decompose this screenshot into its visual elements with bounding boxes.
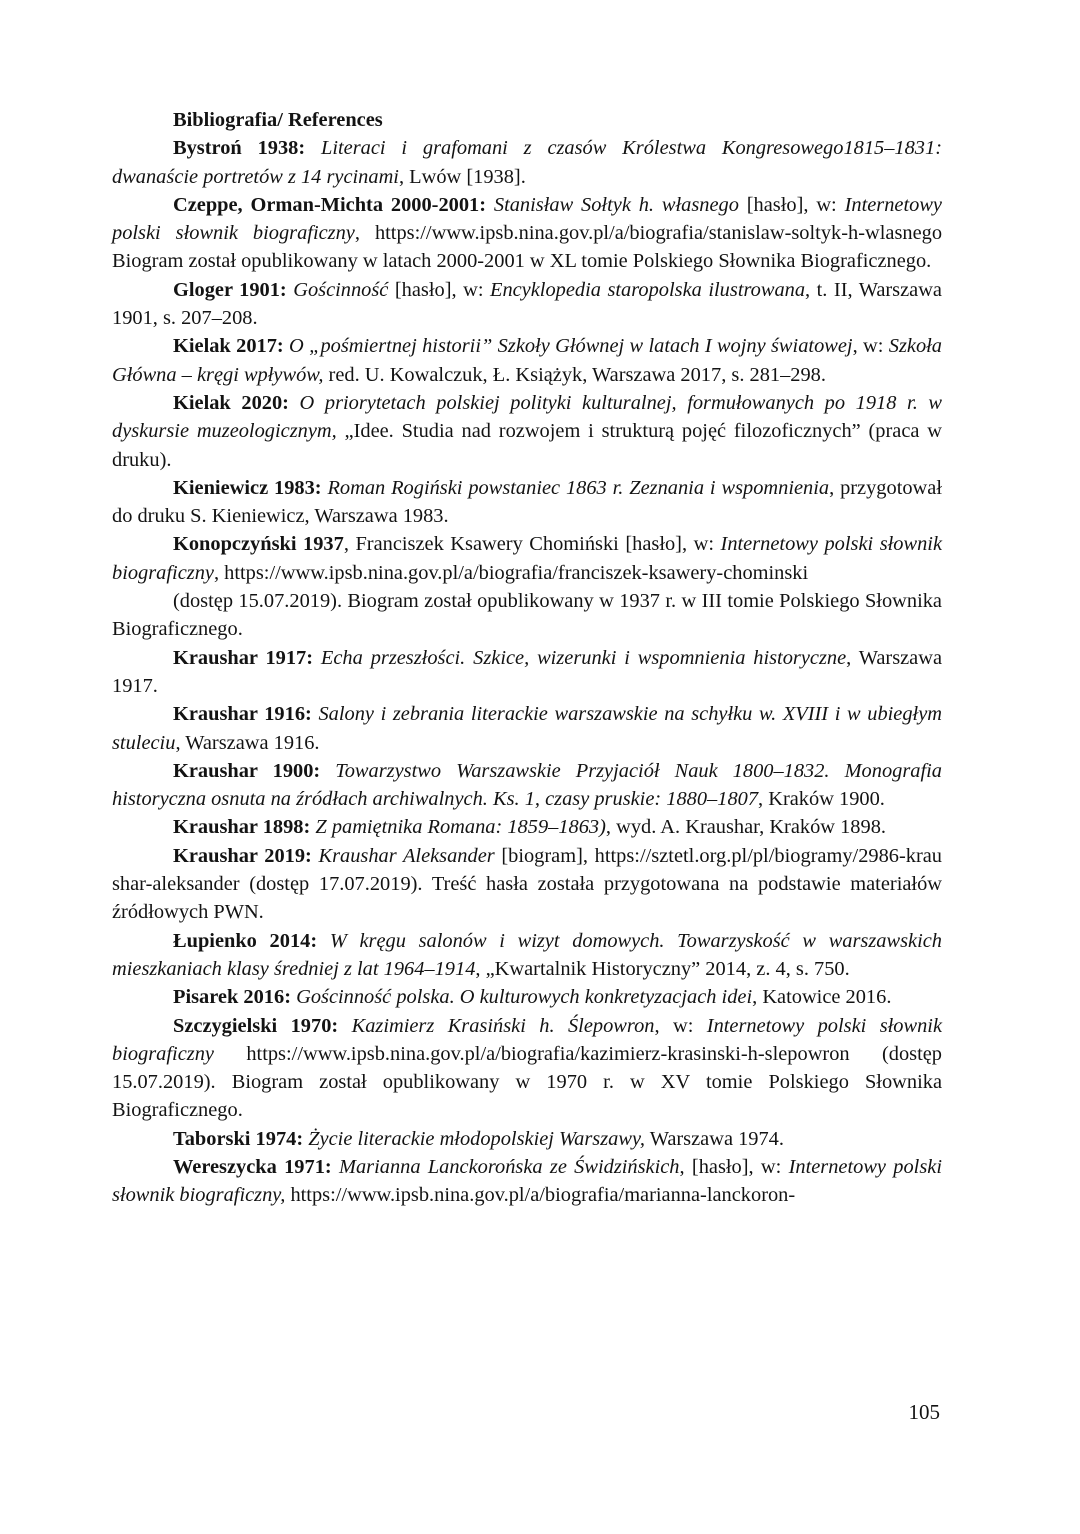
entry-segment-italic: Z pamiętnika Romana: 1859–1863)	[315, 816, 606, 839]
entry-segment-url: https://sztetl.org.pl/pl/biogramy/2986-kraushar-aleksander	[112, 844, 942, 896]
entry-segment-bold: Kraushar 1900:	[173, 759, 336, 782]
bibliography-list	[112, 134, 942, 1209]
entry-segment-bold: Taborski 1974:	[173, 1127, 309, 1150]
bibliography-entry	[112, 276, 942, 333]
entry-segment-italic: Salony i zebrania literackie warszawskie na schyłku w. XVIII i w ubiegłym stuleciu	[112, 703, 942, 754]
bibliography-entry	[112, 389, 942, 474]
bibliography-entry	[112, 530, 942, 587]
bibliography-entry	[112, 1153, 942, 1210]
entry-segment-bold: Bystroń 1938:	[173, 137, 321, 160]
entry-segment-normal: , Franciszek Ksawery Chomiński [hasło], w:	[343, 533, 721, 556]
entry-segment-normal: , t. II, Warszawa 1901, s. 207–208.	[112, 278, 942, 330]
entry-segment-bold: Kraushar 1916:	[173, 703, 319, 726]
entry-segment-normal: , [hasło], w:	[679, 1155, 789, 1178]
entry-segment-italic: Internetowy polski słownik biograficzny,	[112, 1155, 942, 1207]
entry-segment-normal: , Katowice 2016.	[752, 986, 892, 1009]
entry-segment-normal	[214, 1043, 246, 1065]
entry-segment-normal: (dostęp 15.07.2019). Biogram został opublikowany w 1937 r. w III tomie Polskiego Słownika Biograficznego.	[112, 590, 942, 641]
bibliography-entry	[112, 191, 942, 276]
entry-segment-normal: , w:	[654, 1014, 707, 1037]
entry-segment-normal: [biogram],	[494, 844, 595, 867]
bibliography-entry	[112, 587, 942, 644]
bibliography-entry	[112, 700, 942, 757]
entry-segment-bold: Kielak 2020:	[173, 391, 300, 414]
entry-segment-normal: , wyd. A. Kraushar, Kraków 1898.	[605, 816, 886, 839]
entry-segment-italic: Kraushar Aleksander	[318, 844, 495, 867]
entry-segment-normal: , Warszawa 1917.	[112, 646, 943, 697]
entry-segment-italic: Życie literackie młodopolskiej Warszawy,	[308, 1127, 645, 1150]
entry-segment-url: https://www.ipsb.nina.gov.pl/a/biografia/kazimierz-krasinski-h-slepowron	[246, 1042, 850, 1065]
bibliography-entry	[112, 757, 942, 814]
entry-segment-italic: W kręgu salonów i wizyt domowych. Towarzyskość w warszawskich mieszkaniach klasy średniej z lat 1964–1914	[112, 929, 942, 980]
entry-segment-url: https://www.ipsb.nina.gov.pl/a/biografia/marianna-lanckoron-	[290, 1184, 796, 1207]
page-number: 105	[908, 1400, 940, 1424]
entry-segment-italic: O „pośmiertnej historii” Szkoły Głównej w latach I wojny światowej	[289, 335, 853, 358]
entry-segment-normal: [hasło], w:	[388, 278, 490, 301]
entry-segment-bold: Kielak 2017:	[173, 335, 290, 358]
entry-segment-italic: Kazimierz Krasiński h. Ślepowron	[351, 1014, 655, 1037]
bibliography-entry	[112, 983, 942, 1011]
entry-segment-italic: Towarzystwo Warszawskie Przyjaciół Nauk 1800–1832. Monografia historyczna osnuta na źródłach archiwalnych. Ks. 1, czasy pruskie: 1880–1807	[112, 759, 942, 811]
entry-segment-normal: ,	[354, 222, 375, 245]
entry-segment-bold: Kraushar 2019:	[173, 844, 319, 867]
entry-segment-normal: , Warszawa 1916.	[175, 731, 320, 754]
bibliography-entry	[112, 474, 942, 531]
entry-segment-italic: Gościnność polska. O kulturowych konkretyzacjach idei	[296, 986, 753, 1009]
bibliography-entry	[112, 332, 942, 389]
entry-segment-normal: , przygotował do druku S. Kieniewicz, Warszawa 1983.	[112, 476, 942, 528]
entry-segment-normal: Warszawa 1974.	[645, 1127, 784, 1150]
bibliography-entry	[112, 644, 942, 701]
bibliography-entry	[112, 1125, 942, 1153]
bibliography-entry	[112, 842, 942, 927]
bibliography-entry	[112, 813, 942, 841]
entry-segment-bold: Pisarek 2016:	[173, 986, 297, 1009]
entry-segment-bold: Gloger 1901:	[173, 278, 294, 301]
entry-segment-url: https://www.ipsb.nina.gov.pl/a/biografia/stanislaw-soltyk-h-wlasnego	[374, 222, 943, 245]
bibliography-entry	[112, 927, 942, 984]
entry-segment-bold: Wereszycka 1971:	[173, 1155, 339, 1178]
entry-segment-italic: Echa przeszłości. Szkice, wizerunki i wspomnienia historyczne	[320, 646, 847, 669]
entry-segment-normal: red. U. Kowalczuk, Ł. Książyk, Warszawa 2017, s. 281–298.	[323, 363, 826, 386]
entry-segment-italic: Internetowy polski słownik biograficzny	[112, 193, 942, 245]
entry-segment-bold: Łupienko 2014:	[173, 929, 330, 952]
entry-segment-normal: ,	[213, 561, 225, 584]
entry-segment-normal: , Lwów [1938].	[398, 165, 526, 188]
entry-segment-bold: Kraushar 1898:	[173, 816, 316, 839]
entry-segment-italic: Roman Rogiński powstaniec 1863 r. Zeznania i wspomnienia	[327, 476, 830, 499]
entry-segment-normal: , „Kwartalnik Historyczny” 2014, z. 4, s. 750.	[475, 957, 850, 980]
bibliography-entry	[112, 1012, 942, 1125]
entry-segment-italic: Literaci i grafomani z czasów Królestwa Kongresowego1815–1831: dwanaście portretów z 14 rycinami	[112, 137, 942, 188]
entry-segment-italic: Szkoła Główna – kręgi wpływów,	[112, 335, 943, 386]
entry-segment-normal: (dostęp 15.07.2019). Biogram został opublikowany w 1970 r. w XV tomie Polskiego Słownika Biograficznego.	[112, 1042, 942, 1122]
document-page	[112, 106, 942, 1210]
entry-segment-italic: O priorytetach polskiej polityki kulturalnej, formułowanych po 1918 r. w dyskursie muzeologicznym,	[112, 391, 942, 443]
entry-segment-normal: „Idee. Studia nad rozwojem i strukturą pojęć filozoficznych” (praca w druku).	[112, 420, 942, 471]
bibliography-entry	[112, 134, 942, 191]
entry-segment-normal: (dostęp 17.07.2019). Treść hasła została przygotowana na podstawie materiałów źródłowych PWN.	[112, 873, 942, 924]
entry-segment-italic: Marianna Lanckorońska ze Świdzińskich	[338, 1155, 680, 1178]
entry-segment-bold: Szczygielski 1970:	[173, 1014, 352, 1037]
entry-segment-normal: [hasło], w:	[738, 193, 845, 216]
entry-segment-italic: Internetowy polski słownik biograficzny	[112, 533, 942, 584]
entry-segment-italic: Gościnność	[293, 278, 389, 301]
bibliography-heading: Bibliografia/ References	[173, 109, 383, 131]
entry-segment-bold: Kraushar 1917:	[173, 646, 321, 669]
entry-segment-italic: Internetowy polski słownik biograficzny	[112, 1014, 942, 1065]
entry-segment-bold: Czeppe, Orman-Michta 2000-2001:	[173, 193, 494, 216]
entry-segment-bold: Kieniewicz 1983:	[173, 476, 328, 499]
entry-segment-normal: , Kraków 1900.	[758, 788, 885, 811]
entry-segment-bold: Konopczyński 1937	[173, 533, 344, 556]
entry-segment-url: https://www.ipsb.nina.gov.pl/a/biografia/franciszek-ksawery-chominski	[224, 561, 809, 584]
entry-segment-normal: , w:	[852, 335, 889, 358]
entry-segment-normal: Biogram został opublikowany w latach 2000-2001 w XL tomie Polskiego Słownika Biograficznego.	[112, 250, 932, 273]
entry-segment-italic: Stanisław Sołtyk h. własnego	[493, 193, 739, 216]
entry-segment-italic: Encyklopedia staropolska ilustrowana	[489, 278, 806, 301]
